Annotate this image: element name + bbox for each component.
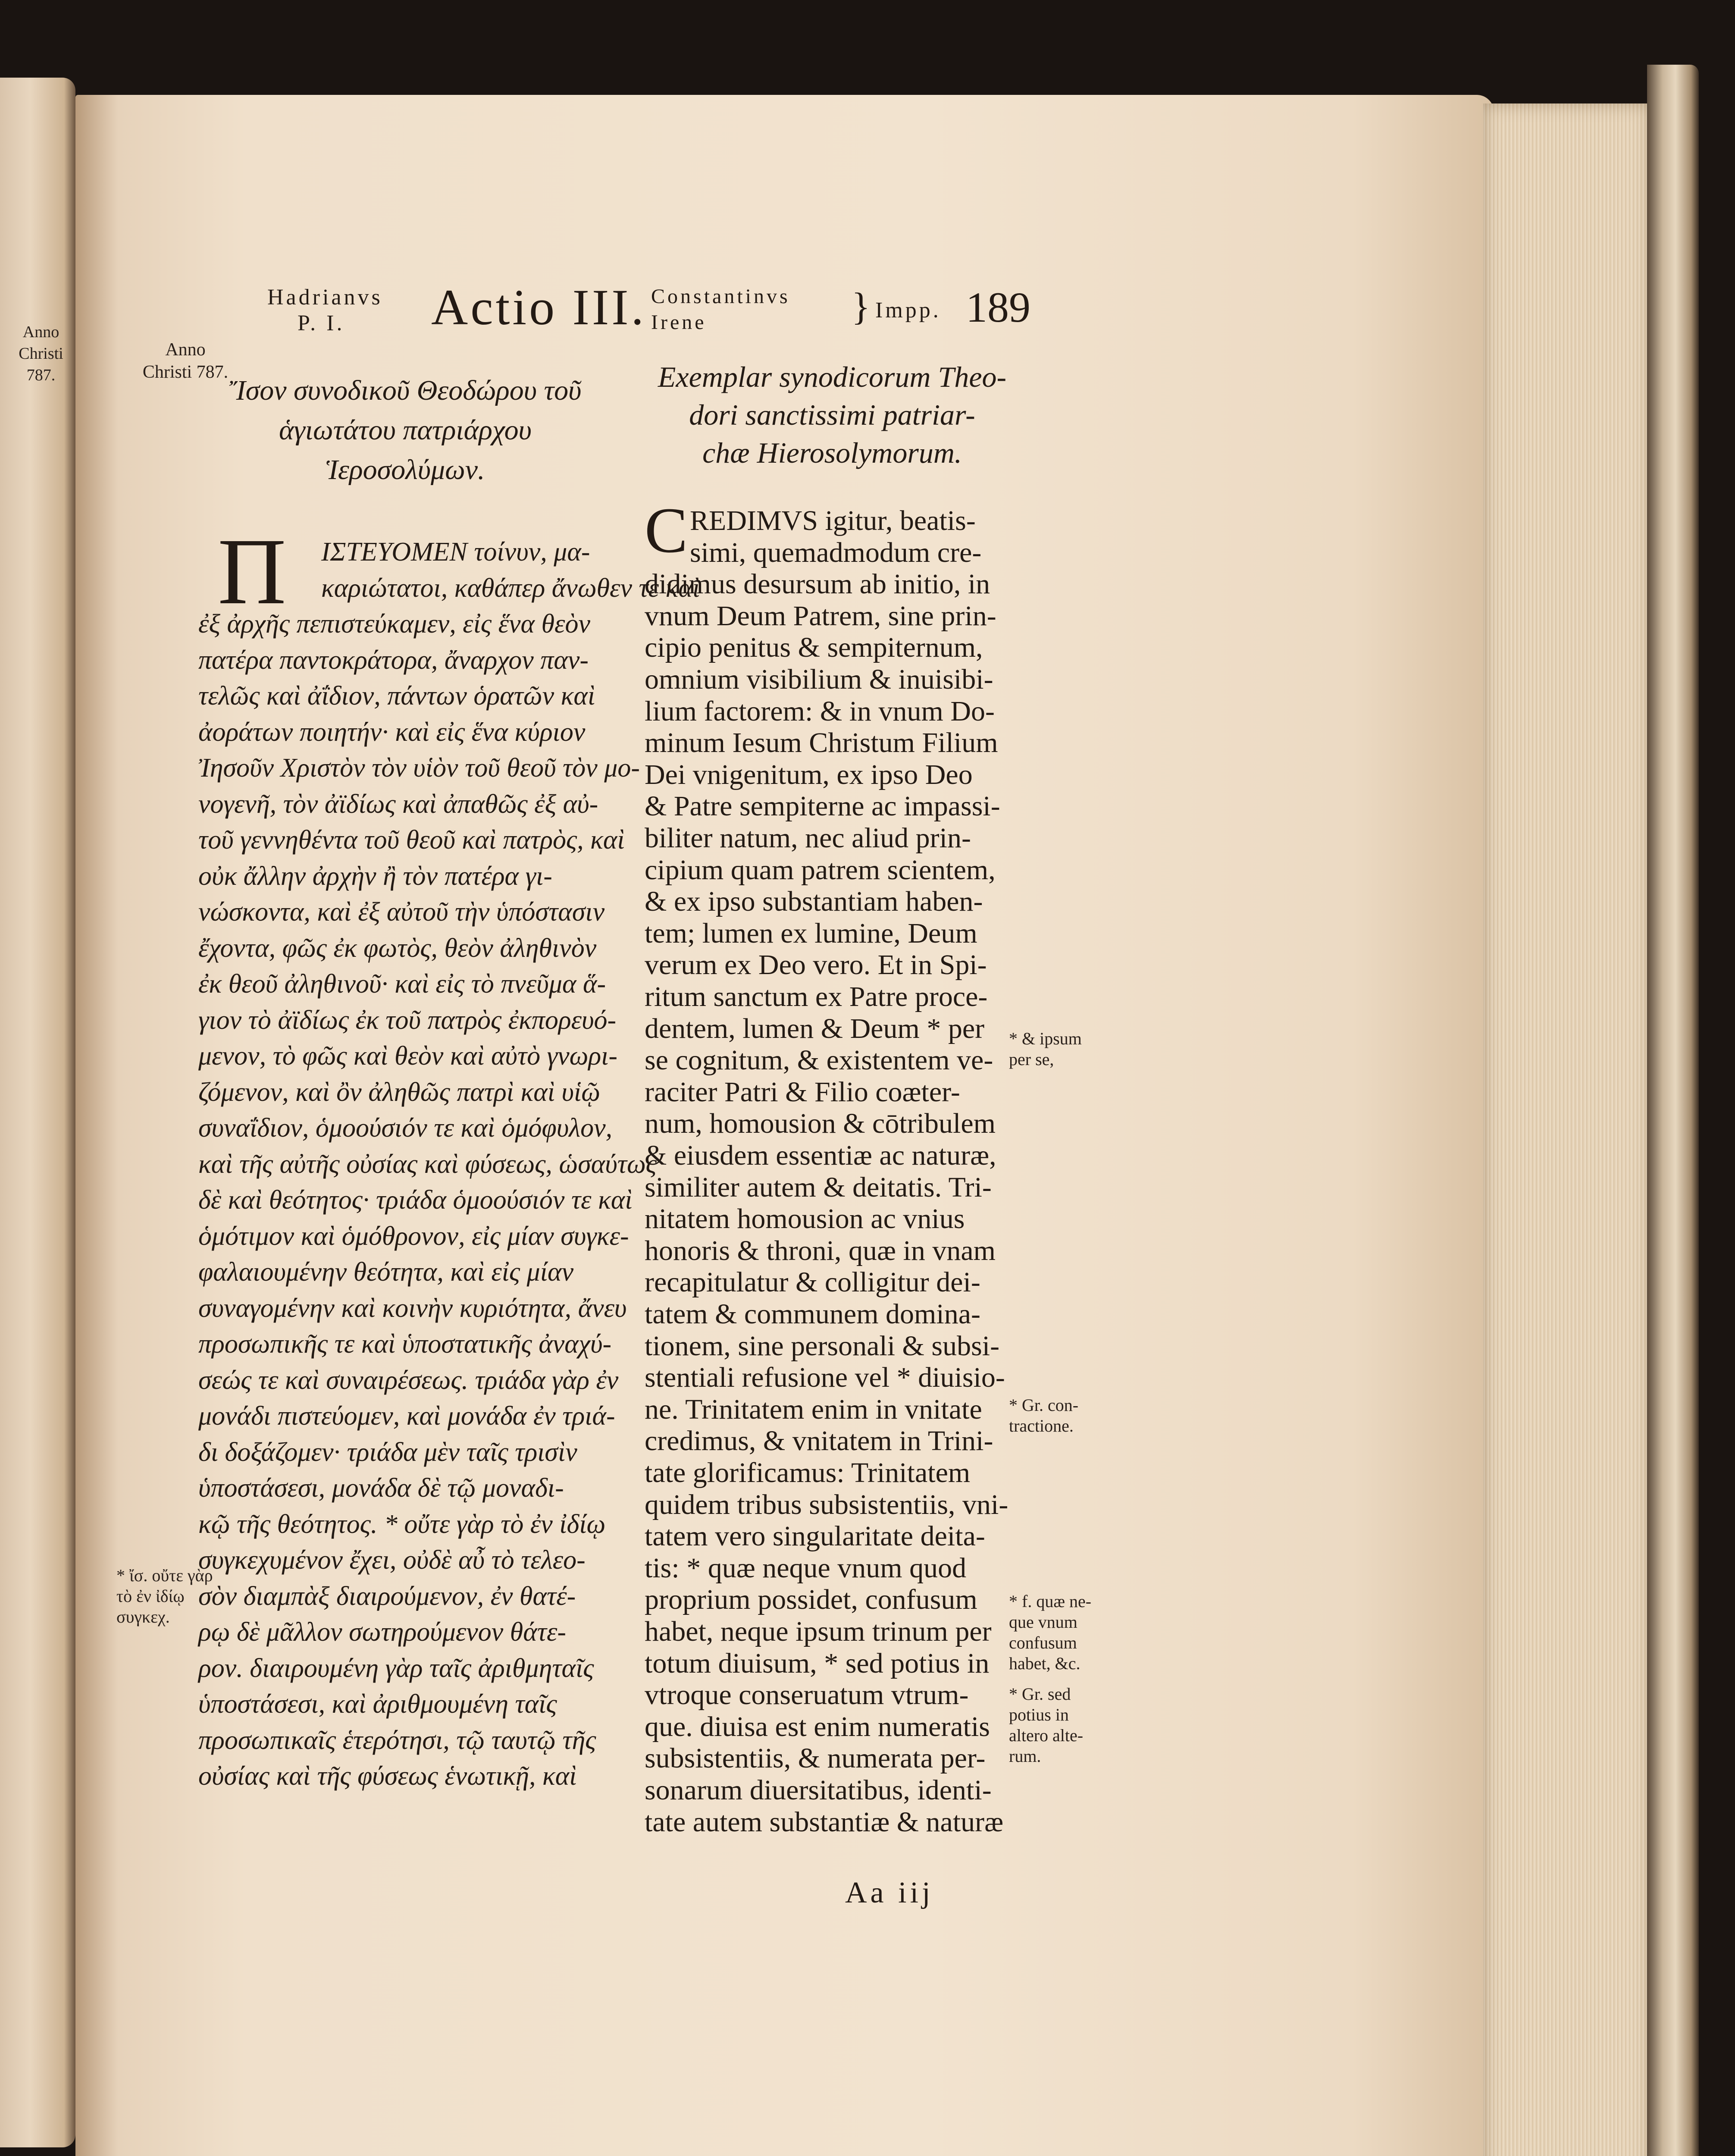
greek-heading-line: Ἱεροσολύμων. [326,454,485,486]
running-head-hadrianus: Hadrianvs [267,285,383,310]
greek-text-line: συναγομένην καὶ κοινὴν κυριότητα, ἄνευ [198,1293,627,1323]
latin-heading-line: Exemplar synodicorum Theo- [658,360,1007,393]
latin-text-line: tionem, sine personali & subsi- [645,1330,1000,1362]
right-margin-note-line: * Gr. sed [1009,1684,1071,1704]
latin-drop-cap: C [645,495,688,566]
latin-text-line: dentem, lumen & Deum * per [645,1012,985,1044]
greek-text-line: ἐκ θεοῦ ἀληθινοῦ· καὶ εἰς τὸ πνεῦμα ἅ- [198,969,606,999]
latin-text-line: nitatem homousion ac vnius [645,1203,965,1235]
margin-year-note: Anno Christi 787. [142,340,229,382]
latin-text-line: tatem vero singularitate deita- [645,1520,985,1552]
greek-text-line: οὐσίας καὶ τῆς φύσεως ἑνωτικῇ, καὶ [198,1761,577,1791]
greek-text-line: ζόμενον, καὶ ὂν ἀληθῶς πατρὶ καὶ υἱῷ [198,1077,600,1107]
latin-text-line: simi, quemadmodum cre- [690,536,982,568]
greek-text-line: φαλαιουμένην θεότητα, καὶ εἰς μίαν [198,1257,574,1287]
greek-text-line: σὸν διαμπὰξ διαιρούμενον, ἐν θατέ- [198,1581,576,1611]
latin-text-line: lium factorem: & in vnum Do- [645,695,995,727]
greek-text-line: νογενῆ, τὸν ἀϊδίως καὶ ἀπαθῶς ἐξ αὐ- [198,789,598,819]
right-margin-note-line: rum. [1009,1746,1041,1766]
left-margin-note-line: * ἴσ. οὔτε γὰρ [116,1566,213,1585]
greek-text-line: σεώς τε καὶ συναιρέσεως. τριάδα γὰρ ἐν [198,1365,619,1395]
greek-text-line: ρον. διαιρουμένη γὰρ ταῖς ἀριθμηταῖς [198,1653,594,1683]
latin-text-line: raciter Patri & Filio coæter- [645,1076,960,1108]
latin-text-line: similiter autem & deitatis. Tri- [645,1171,992,1203]
facing-page-margin-year: Anno Christi 787. [19,323,63,384]
greek-text-line: Ἰησοῦν Χριστὸν τὸν υἱὸν τοῦ θεοῦ τὸν μο- [198,753,640,783]
latin-text-line: se cognitum, & existentem ve- [645,1044,993,1076]
latin-heading [642,358,1022,472]
page-block-fore-edge [1483,103,1651,2156]
running-head [233,280,1268,341]
latin-text-line: REDIMVS igitur, beatis- [690,505,976,536]
running-head-irene: Irene [651,311,707,334]
greek-text-line: ὁμότιμον καὶ ὁμόθρονον, εἰς μίαν συγκε- [198,1221,629,1251]
running-head-actio: Actio III. [431,279,647,335]
greek-text-line: ἐξ ἀρχῆς πεπιστεύκαμεν, εἰς ἕνα θεὸν [198,609,590,639]
latin-text-line: honoris & throni, quæ in vnam [645,1235,996,1266]
latin-text-line: stentiali refusione vel * diuisio- [645,1362,1005,1394]
greek-heading [190,371,621,490]
greek-text-line: πατέρα παντοκράτορα, ἄναρχον παν- [198,645,589,675]
greek-text-line: ΙΣΤΕΥΟΜΕΝ τοίνυν, μα- [321,537,590,567]
latin-text-line: quidem tribus subsistentiis, vni- [645,1489,1008,1520]
greek-text-line: ὑποστάσεσι, καὶ ἀριθμουμένη ταῖς [198,1689,557,1719]
latin-text-line: & eiusdem essentiæ ac naturæ, [645,1140,996,1171]
latin-text-line: recapitulatur & colligitur dei- [645,1266,980,1298]
latin-text-line: vtroque conseruatum vtrum- [645,1679,969,1711]
greek-text-line: προσωπικαῖς ἑτερότησι, τῷ ταυτῷ τῆς [198,1725,596,1755]
left-margin-note-line: τὸ ἐν ἰδίῳ [116,1586,185,1606]
running-head-impp: Impp. [875,298,941,323]
greek-text-line: γιον τὸ ἀϊδίως ἐκ τοῦ πατρὸς ἐκπορευό- [198,1005,617,1035]
latin-text-line: minum Iesum Christum Filium [645,727,998,759]
greek-text-line: τελῶς καὶ ἀΐδιον, πάντων ὁρατῶν καὶ [198,681,595,711]
greek-heading-line: ἁγιωτάτου πατριάρχου [279,414,532,446]
running-head-brace: } [852,285,871,328]
greek-text-line: προσωπικῆς τε καὶ ὑποστατικῆς ἀναχύ- [198,1329,612,1359]
greek-text-line: τοῦ γεννηθέντα τοῦ θεοῦ καὶ πατρὸς, καὶ [198,825,625,855]
right-margin-note-line: potius in [1009,1705,1069,1724]
left-margin-note-line: συγκεχ. [116,1607,170,1626]
latin-text-line: & Patre sempiterne ac impassi- [645,790,1000,822]
greek-text-line: κῷ τῆς θεότητος. * οὔτε γὰρ τὸ ἐν ἰδίῳ [198,1509,606,1539]
right-margin-note-line: habet, &c. [1009,1654,1080,1673]
latin-text-line: verum ex Deo vero. Et in Spi- [645,949,987,981]
greek-text-line: ἔχοντα, φῶς ἐκ φωτὸς, θεὸν ἀληθινὸν [198,933,597,963]
latin-text-line: omnium visibilium & inuisibi- [645,664,993,695]
latin-text-line: & ex ipso substantiam haben- [645,886,983,918]
greek-text-line: ἀοράτων ποιητήν· καὶ εἰς ἕνα κύριον [198,717,586,747]
latin-text-line: ne. Trinitatem enim in vnitate [645,1393,982,1425]
right-margin-note-line: * f. quæ ne- [1009,1592,1092,1611]
latin-text-line: sonarum diuersitatibus, identi- [645,1774,992,1806]
right-margin-note-line: altero alte- [1009,1726,1084,1745]
latin-text-line: didimus desursum ab initio, in [645,568,990,600]
greek-text-line: δὲ καὶ θεότητος· τριάδα ὁμοούσιόν τε καὶ [198,1185,633,1215]
latin-text-line: subsistentiis, & numerata per- [645,1742,986,1774]
running-head-pope-number: P. I. [298,311,345,335]
greek-text-line: δι δοξάζομεν· τριάδα μὲν ταῖς τρισὶν [198,1437,577,1467]
right-margin-note-line: per se, [1009,1050,1054,1069]
book-cover-edge [1647,65,1699,2156]
greek-text-line: μενον, τὸ φῶς καὶ θεὸν καὶ αὐτὸ γνωρι- [198,1041,618,1071]
latin-text-line: que. diuisa est enim numeratis [645,1711,990,1742]
right-margin-note-line: * & ipsum [1009,1029,1082,1048]
running-head-constantinus: Constantinvs [651,285,790,308]
latin-text-line: habet, neque ipsum trinum per [645,1616,992,1647]
latin-text-line: num, homousion & cōtribulem [645,1108,996,1140]
greek-drop-cap: Π [218,519,286,624]
page-number: 189 [966,283,1030,331]
latin-text-line: Dei vnigenitum, ex ipso Deo [645,758,973,790]
greek-text-line: ὑποστάσεσι, μονάδα δὲ τῷ μοναδι- [198,1473,564,1503]
greek-text-line: συναΐδιον, ὁμοούσιόν τε καὶ ὁμόφυλον, [198,1113,613,1143]
right-margin-note-line: tractione. [1009,1416,1074,1435]
latin-heading-line: dori sanctissimi patriar- [689,398,975,431]
latin-text-line: tate autem substantiæ & naturæ [645,1806,1004,1838]
latin-text-line: ritum sanctum ex Patre proce- [645,981,988,1012]
greek-text-line: νώσκοντα, καὶ ἐξ αὐτοῦ τὴν ὑπόστασιν [198,897,605,927]
facing-page-edge [0,78,75,2147]
latin-text-line: tis: * quæ neque vnum quod [645,1552,967,1584]
latin-text-line: biliter natum, nec aliud prin- [645,822,971,854]
latin-text-line: totum diuisum, * sed potius in [645,1647,990,1679]
latin-text-line: cipio penitus & sempiternum, [645,632,983,664]
greek-text-line: ρῳ δὲ μᾶλλον σωτηρούμενον θάτε- [198,1617,567,1647]
signature-mark: Aa iij [845,1876,934,1909]
right-margin-note-line: confusum [1009,1633,1077,1652]
latin-text-line: tate glorificamus: Trinitatem [645,1457,971,1489]
latin-heading-line: chæ Hierosolymorum. [702,436,962,469]
right-margin-note-line: * Gr. con- [1009,1395,1079,1415]
greek-text-line: συγκεχυμένον ἔχει, οὐδὲ αὖ τὸ τελεο- [198,1545,586,1575]
greek-text-line: καὶ τῆς αὐτῆς οὐσίας καὶ φύσεως, ὡσαύτως [198,1149,657,1179]
right-margin-note-line: que vnum [1009,1612,1077,1632]
latin-text-line: tem; lumen ex lumine, Deum [645,917,977,949]
latin-text-line: tatem & communem domina- [645,1298,980,1330]
greek-text-line: οὐκ ἄλλην ἀρχὴν ἢ τὸν πατέρα γι- [198,861,552,891]
latin-text-line: vnum Deum Patrem, sine prin- [645,600,996,632]
greek-heading-line: Ἴσον συνοδικοῦ Θεοδώρου τοῦ [229,375,582,406]
latin-text-line: credimus, & vnitatem in Trini- [645,1425,993,1457]
latin-text-line: cipium quam patrem scientem, [645,854,996,886]
greek-text-line: καριώτατοι, καθάπερ ἄνωθεν τε καὶ [321,573,700,603]
greek-text-line: μονάδι πιστεύομεν, καὶ μονάδα ἐν τριά- [198,1401,615,1431]
latin-text-line: proprium possidet, confusum [645,1584,977,1616]
